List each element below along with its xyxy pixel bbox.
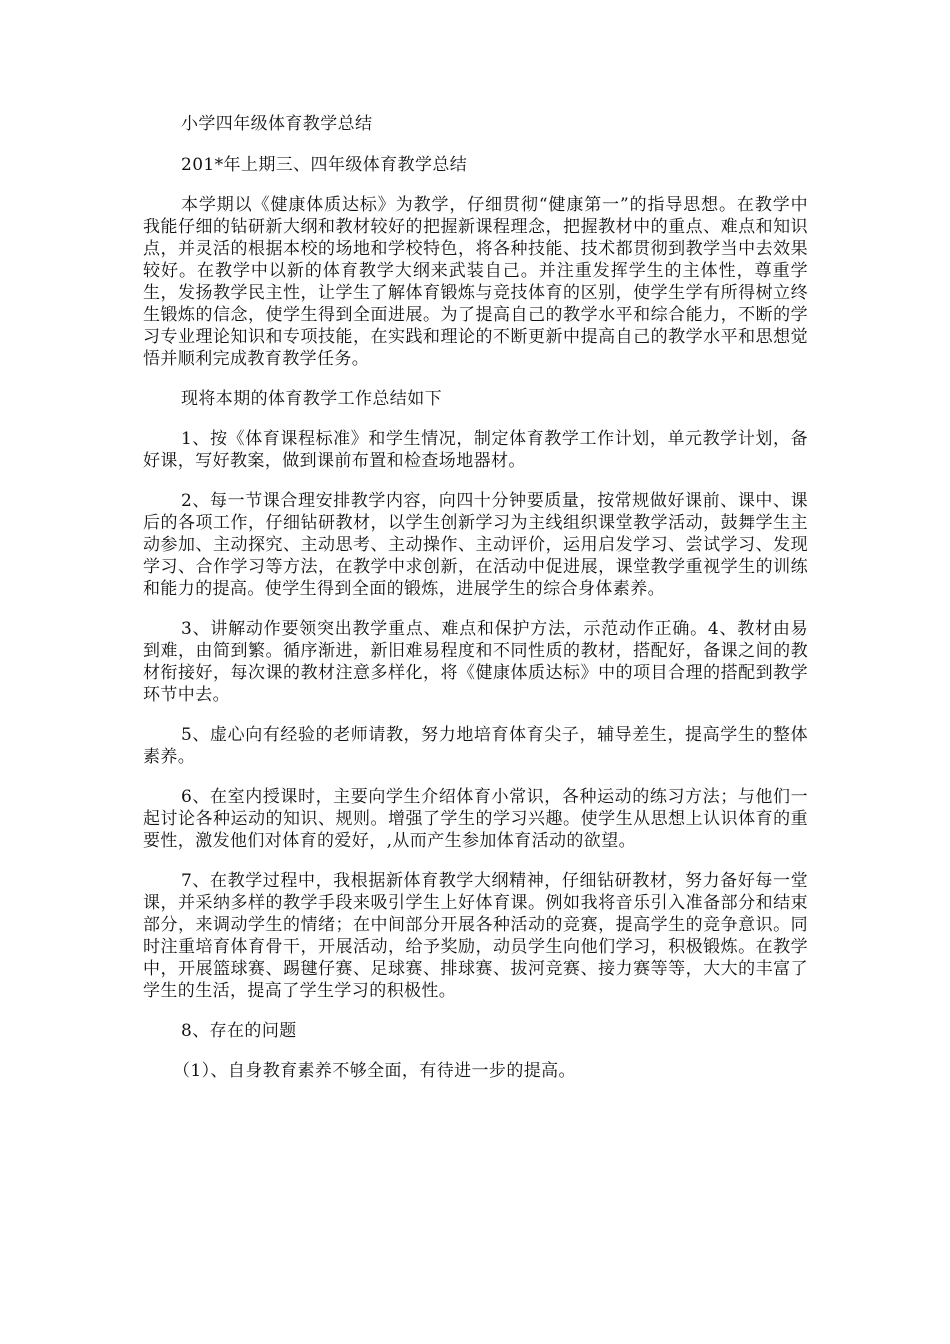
paragraph-item-7: 7、在教学过程中，我根据新体育教学大纲精神，仔细钻研教材，努力备好每一堂课，并采纳多样的教学手段来吸引学生上好体育课。例如我将音乐引入准备部分和结束部分，来调动学生的情绪；在中间部分开展各种活动的竞赛，提高学生的竞争意识。同时注重培育体育骨干，开展活动，给予奖励，动员学生向他们学习，积极锻炼。在教学中，开展篮球赛、踢毽仔赛、足球赛、排球赛、拔河竞赛、接力赛等等，大大的丰富了学生的生活，提高了学生学习的积极性。 xyxy=(143,871,808,1001)
document-body xyxy=(143,113,808,1100)
paragraph-item-5: 5、虚心向有经验的老师请教，努力地培育体育尖子，辅导差生，提高学生的整体素养。 xyxy=(143,725,808,767)
paragraph-item-2: 2、每一节课合理安排教学内容，向四十分钟要质量，按常规做好课前、课中、课后的各项工作，仔细钻研教材，以学生创新学习为主线组织课堂教学活动，鼓舞学生主动参加、主动探究、主动思考、主动操作、主动评价，运用启发学习、尝试学习、发现学习、合作学习等方法，在教学中求创新，在活动中促进展，课堂教学重视学生的训练和能力的提高。使学生得到全面的锻炼，进展学生的综合身体素养。 xyxy=(143,491,808,599)
document-title: 小学四年级体育教学总结 xyxy=(181,114,373,134)
paragraph-summary-lead: 现将本期的体育教学工作总结如下 xyxy=(181,389,442,409)
paragraph-intro: 本学期以《健康体质达标》为教学，仔细贯彻“健康第一”的指导思想。在教学中我能仔细的钻研新大纲和教材较好的把握新课程理念，把握教材中的重点、难点和知识点，并灵活的根据本校的场地和学校特色，将各种技能、技术都贯彻到教学当中去效果较好。在教学中以新的体育教学大纲来武装自己。并注重发挥学生的主体性，尊重学生，发扬教学民主性，让学生了解体育锻炼与竞技体育的区别，使学生学有所得树立终生锻炼的信念，使学生得到全面进展。为了提高自己的教学水平和综合能力，不断的学习专业理论知识和专项技能，在实践和理论的不断更新中提高自己的教学水平和思想觉悟并顺利完成教育教学任务。 xyxy=(143,195,808,369)
paragraph-item-6: 6、在室内授课时，主要向学生介绍体育小常识，各种运动的练习方法；与他们一起讨论各种运动的知识、规则。增强了学生的学习兴趣。使学生从思想上认识体育的重要性，激发他们对体育的爱好，,从而产生参加体育活动的欲望。 xyxy=(143,787,808,851)
paragraph-item-8: 8、存在的问题 xyxy=(181,1021,297,1041)
paragraph-item-1: 1、按《体育课程标准》和学生情况，制定体育教学工作计划，单元教学计划，备好课，写好教案，做到课前布置和检查场地器材。 xyxy=(143,429,808,471)
document-subtitle: 201*年上期三、四年级体育教学总结 xyxy=(181,155,468,175)
paragraph-item-3-4: 3、讲解动作要领突出教学重点、难点和保护方法，示范动作正确。4、教材由易到难，由简到繁。循序渐进，新旧难易程度和不同性质的教材，搭配好，备课之间的教材衔接好，每次课的教材注意多样化，将《健康体质达标》中的项目合理的搭配到教学环节中去。 xyxy=(143,619,808,705)
paragraph-problem-1: （1）、自身教育素养不够全面，有待进一步的提高。 xyxy=(173,1061,576,1081)
